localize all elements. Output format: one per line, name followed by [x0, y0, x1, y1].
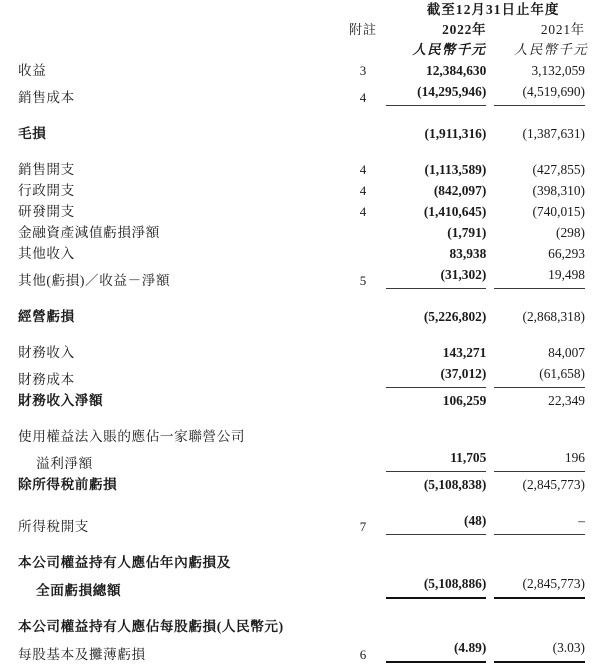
row-value-2022	[386, 616, 494, 637]
header-spacer	[0, 0, 340, 20]
row-note-reference: 3	[359, 63, 367, 78]
row-spacer	[0, 411, 600, 426]
row-value-2022: (5,108,886)	[386, 573, 494, 601]
row-label: 本公司權益持有人應佔年內虧損及	[18, 555, 231, 570]
table-row	[0, 616, 600, 637]
table-row	[0, 243, 600, 264]
row-value-2022: 143,271	[442, 345, 487, 360]
table-row	[0, 510, 600, 537]
row-spacer	[0, 537, 600, 552]
row-label: 全面虧損總額	[36, 583, 122, 598]
row-value-2021	[494, 616, 600, 637]
row-value-2022: (31,302)	[386, 264, 494, 291]
row-value-2022: (48)	[386, 510, 494, 537]
row-label: 溢利淨額	[36, 456, 93, 471]
year-2022-label: 2022年	[442, 22, 487, 37]
row-spacer	[0, 291, 600, 306]
currency-2021-label: 人民幣千元	[514, 42, 588, 57]
table-row	[0, 60, 600, 81]
table-row	[0, 363, 600, 390]
row-value-2021: (2,868,318)	[522, 309, 585, 324]
row-label: 本公司權益持有人應佔每股虧損(人民幣元)	[18, 619, 284, 634]
row-value-2021: –	[494, 510, 600, 537]
row-value-2021	[494, 426, 600, 447]
row-spacer	[0, 108, 600, 123]
row-value-2021: 19,498	[494, 264, 600, 291]
table-row	[0, 390, 600, 411]
currency-2022-label: 人民幣千元	[412, 42, 487, 57]
row-value-2021: (2,845,773)	[494, 573, 600, 601]
row-note-reference	[340, 342, 387, 363]
row-note-reference	[340, 363, 387, 390]
row-label: 所得稅開支	[18, 519, 89, 534]
row-value-2021: 3,132,059	[531, 63, 585, 78]
row-label: 金融資產減值虧損淨額	[18, 225, 160, 240]
row-value-2021: (3.03)	[494, 637, 600, 665]
row-spacer	[0, 144, 600, 159]
row-note-reference	[340, 306, 387, 327]
row-note-reference	[340, 426, 387, 447]
row-note-reference	[340, 573, 387, 601]
row-note-reference: 5	[359, 273, 367, 288]
row-label: 銷售成本	[18, 90, 75, 105]
row-note-reference	[340, 390, 387, 411]
table-row	[0, 159, 600, 180]
table-row	[0, 426, 600, 447]
row-note-reference	[340, 474, 387, 495]
table-row	[0, 180, 600, 201]
table-row	[0, 573, 600, 601]
row-value-2022: (1,410,645)	[423, 204, 487, 219]
header-year-row	[0, 20, 600, 40]
row-value-2022: (4.89)	[386, 637, 494, 665]
row-value-2021: (298)	[555, 225, 585, 240]
row-value-2022: (1,911,316)	[424, 126, 487, 141]
row-value-2022: (14,295,946)	[386, 81, 494, 108]
row-label: 每股基本及攤薄虧損	[18, 647, 146, 662]
header-spacer-3	[0, 40, 340, 60]
row-value-2021	[494, 552, 600, 573]
row-note-reference	[340, 447, 387, 474]
row-value-2021: (1,387,631)	[522, 126, 585, 141]
header-note-spacer	[340, 0, 387, 20]
table-row	[0, 474, 600, 495]
header-currency-row	[0, 40, 600, 60]
row-value-2022	[386, 426, 494, 447]
table-row	[0, 637, 600, 665]
row-label: 其他(虧損)／收益－淨額	[18, 273, 171, 288]
row-value-2021: (4,519,690)	[494, 81, 600, 108]
row-label: 財務成本	[18, 372, 75, 387]
table-row	[0, 306, 600, 327]
row-value-2021: (2,845,773)	[522, 477, 585, 492]
row-label: 毛損	[18, 126, 47, 141]
row-note-reference: 4	[359, 204, 367, 219]
table-row	[0, 552, 600, 573]
row-spacer	[0, 495, 600, 510]
row-value-2022	[386, 552, 494, 573]
row-label: 除所得稅前虧損	[18, 477, 118, 492]
row-value-2021: 22,349	[548, 393, 585, 408]
row-label: 財務收入淨額	[18, 393, 104, 408]
row-value-2022: (5,108,838)	[423, 477, 487, 492]
row-note-reference: 6	[359, 647, 367, 662]
row-label: 使用權益法入賬的應佔一家聯營公司	[18, 429, 246, 444]
row-spacer	[0, 601, 600, 616]
table-row	[0, 123, 600, 144]
row-label: 收益	[18, 63, 47, 78]
row-label: 行政開支	[18, 183, 75, 198]
table-header	[0, 0, 600, 60]
row-spacer	[0, 327, 600, 342]
row-value-2022: (1,113,589)	[424, 162, 487, 177]
row-note-reference	[340, 616, 387, 637]
row-value-2022: 11,705	[386, 447, 494, 474]
period-title: 截至12月31日止年度	[426, 2, 560, 17]
table-row	[0, 81, 600, 108]
row-value-2022: 83,938	[449, 246, 487, 261]
row-label: 銷售開支	[18, 162, 75, 177]
row-label: 其他收入	[18, 246, 75, 261]
row-value-2021: 84,007	[548, 345, 585, 360]
row-note-reference	[340, 243, 387, 264]
header-note-spacer-2	[340, 40, 387, 60]
row-note-reference	[340, 552, 387, 573]
row-note-reference	[340, 123, 387, 144]
table-row	[0, 342, 600, 363]
row-value-2022: (1,791)	[447, 225, 487, 240]
row-value-2022: (842,097)	[433, 183, 487, 198]
row-note-reference: 4	[359, 162, 367, 177]
row-label: 財務收入	[18, 345, 75, 360]
table-row	[0, 447, 600, 474]
row-note-reference: 4	[359, 183, 367, 198]
row-value-2021: (427,855)	[532, 162, 585, 177]
row-value-2021: 196	[494, 447, 600, 474]
row-value-2021: (740,015)	[532, 204, 585, 219]
note-column-label: 附註	[348, 22, 377, 37]
row-note-reference: 7	[359, 519, 367, 534]
table-row	[0, 201, 600, 222]
row-value-2022: 12,384,630	[426, 63, 487, 78]
row-label: 研發開支	[18, 204, 75, 219]
row-note-reference	[340, 222, 387, 243]
year-2021-label: 2021年	[540, 22, 585, 37]
header-spacer-2	[0, 20, 340, 40]
header-period-row	[0, 0, 600, 20]
table-row	[0, 222, 600, 243]
row-label: 經營虧損	[18, 309, 75, 324]
row-value-2021: (61,658)	[494, 363, 600, 390]
table-row	[0, 264, 600, 291]
row-value-2022: (37,012)	[386, 363, 494, 390]
row-value-2022: 106,259	[442, 393, 487, 408]
row-value-2021: (398,310)	[532, 183, 585, 198]
row-value-2021: 66,293	[548, 246, 585, 261]
table-body	[0, 60, 600, 665]
row-note-reference: 4	[359, 90, 367, 105]
row-value-2022: (5,226,802)	[423, 309, 487, 324]
